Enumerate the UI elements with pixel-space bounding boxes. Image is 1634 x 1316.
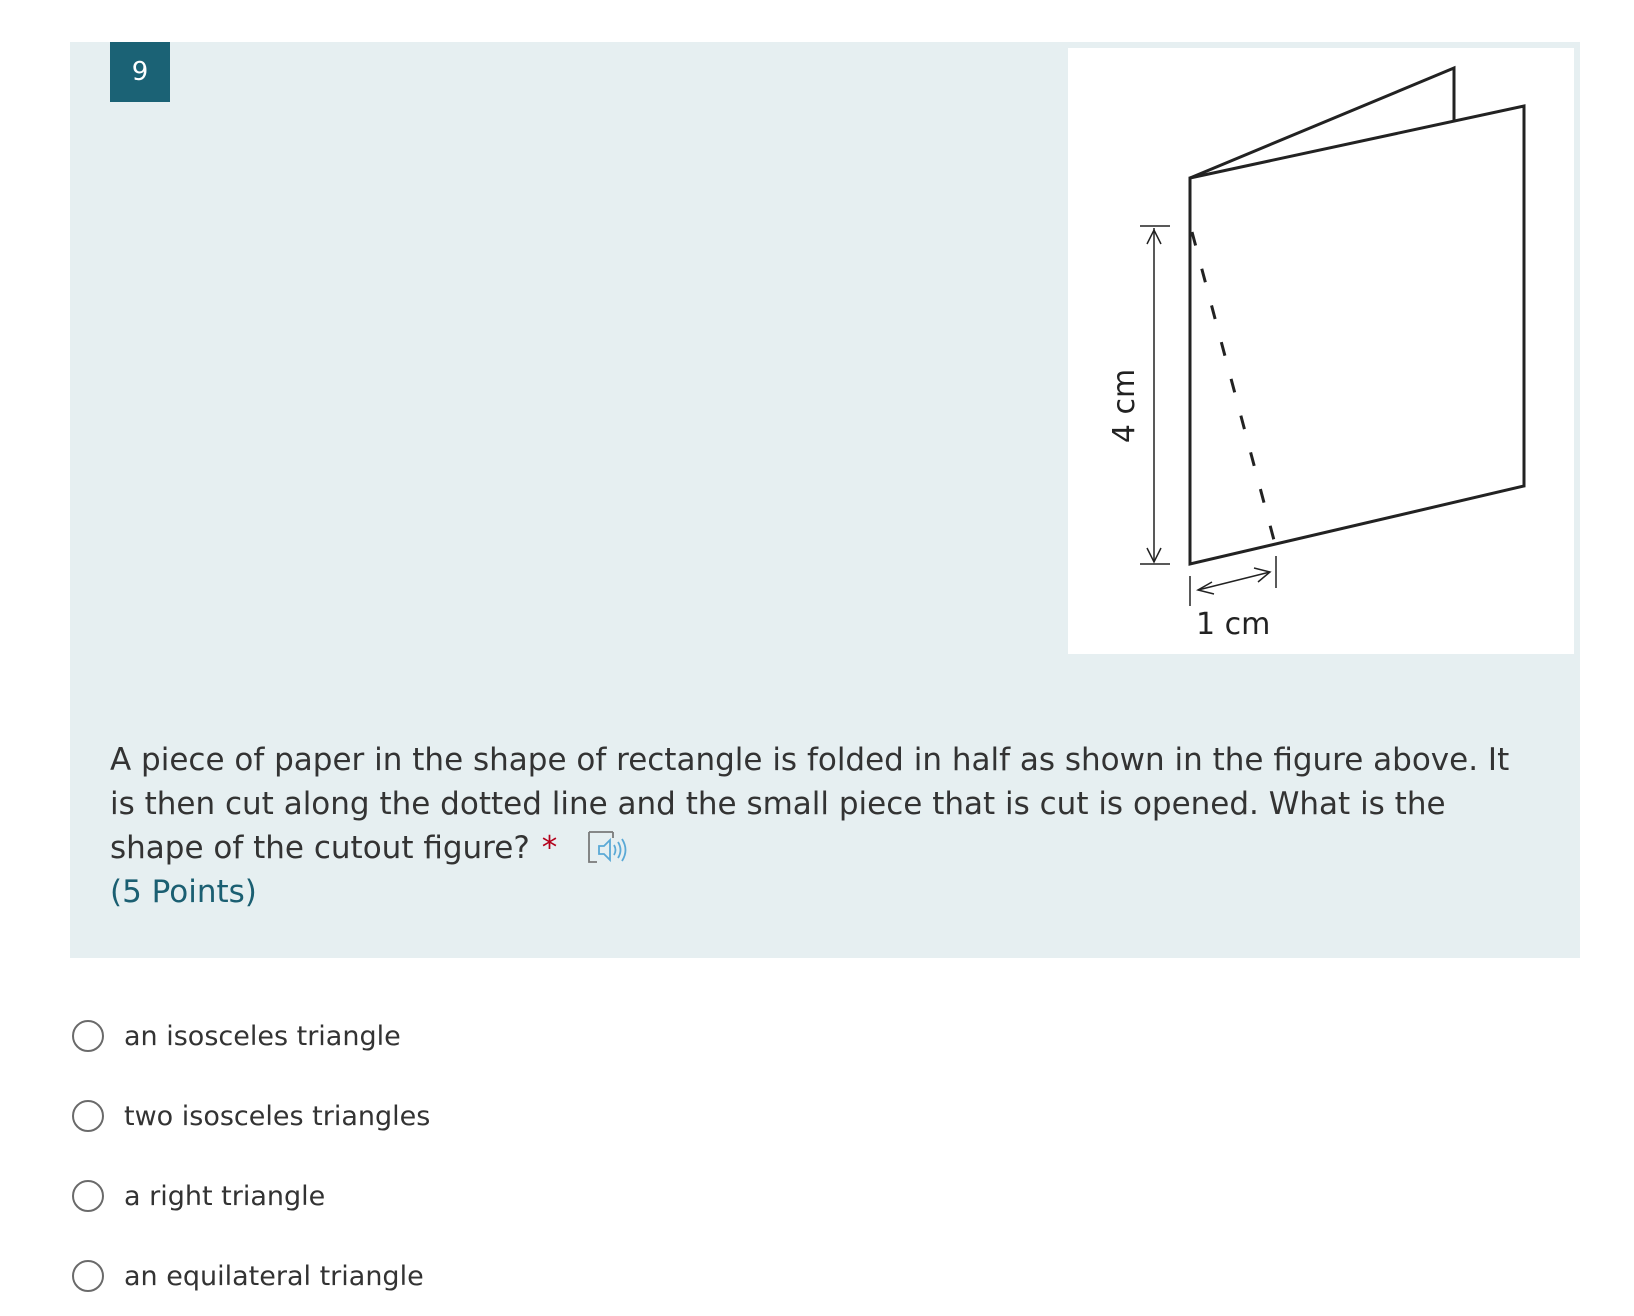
- question-figure: [1068, 48, 1574, 654]
- radio-button[interactable]: [72, 1180, 104, 1212]
- option-label: an isosceles triangle: [124, 1020, 401, 1052]
- speaker-icon[interactable]: [585, 828, 629, 866]
- option-isosceles-triangle[interactable]: [72, 996, 430, 1076]
- width-label: 1 cm: [1196, 607, 1271, 642]
- folded-paper-figure: [1068, 48, 1574, 654]
- option-label: two isosceles triangles: [124, 1100, 431, 1132]
- required-marker: *: [541, 830, 558, 866]
- front-panel: [1190, 106, 1524, 564]
- option-two-isosceles-triangles[interactable]: [72, 1076, 430, 1156]
- question-number-badge: 9: [110, 42, 170, 102]
- option-label: a right triangle: [124, 1180, 326, 1212]
- option-equilateral-triangle[interactable]: [72, 1236, 430, 1316]
- option-right-triangle[interactable]: [72, 1156, 430, 1236]
- answer-options: [72, 996, 430, 1316]
- question-prompt: A piece of paper in the shape of rectangle is folded in half as shown in the figure above. It is then cut along the dotted line and the small piece that is cut is opened. What is the shape of the cutout figure?: [110, 742, 1510, 866]
- question-text-block: [110, 738, 1530, 914]
- radio-button[interactable]: [72, 1100, 104, 1132]
- question-panel: [70, 42, 1580, 958]
- height-label: 4 cm: [1107, 368, 1142, 444]
- points-label: (5 Points): [110, 874, 257, 910]
- radio-button[interactable]: [72, 1260, 104, 1292]
- radio-button[interactable]: [72, 1020, 104, 1052]
- option-label: an equilateral triangle: [124, 1260, 424, 1292]
